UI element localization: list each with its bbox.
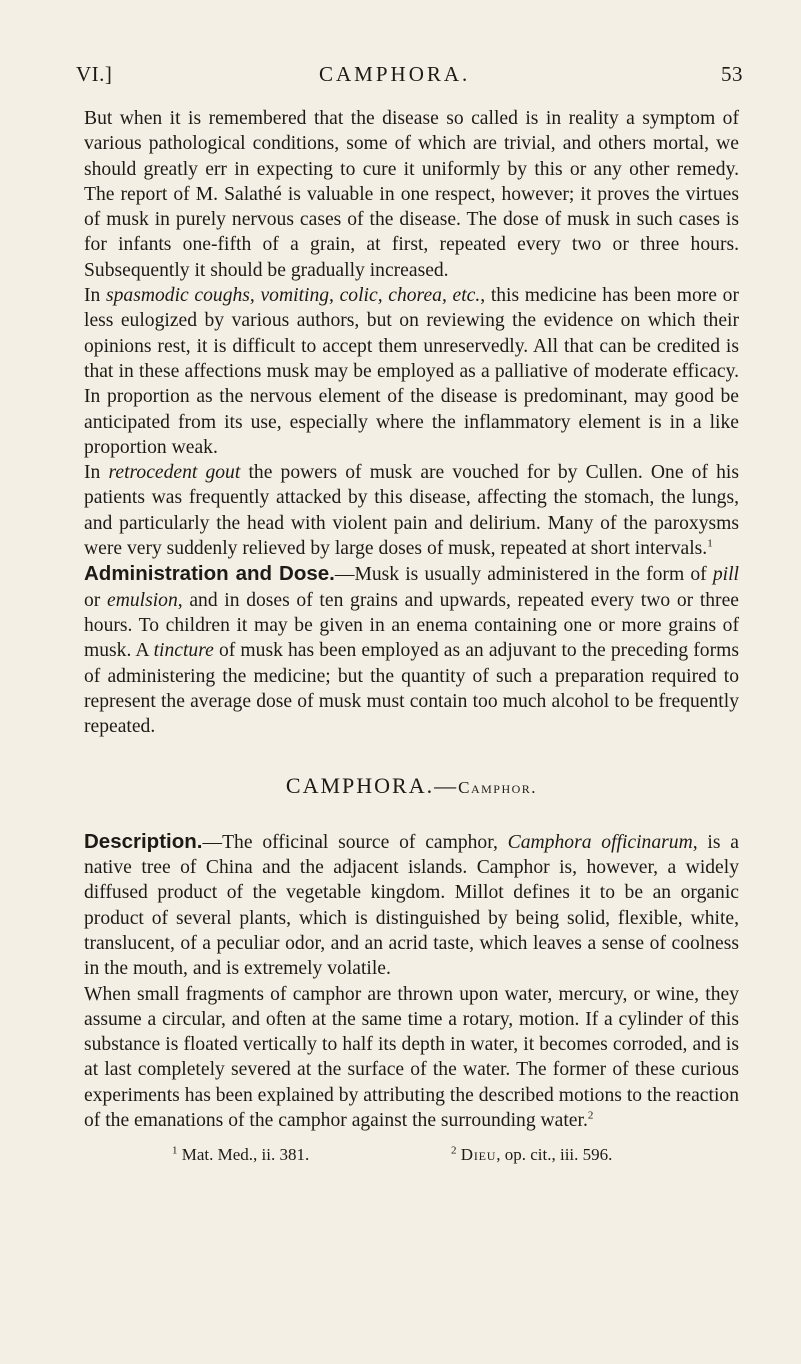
paragraph-text: , this medicine has been more or less eulogized by various authors, but on reviewing the evidence on which their opinions rest, it is difficult to accept them unreservedly. All that can be credited is that in these affections musk may be employed as a palliative of moderate efficacy. In proportion as the nervous element of the disease is predominant, may good be anticipated from its use, especially where the inflammatory element is in a like proportion weak. [84, 285, 739, 458]
paragraph-text: —The officinal source of camphor, [202, 831, 508, 853]
section-heading [84, 773, 739, 800]
footnote-text: , op. cit., iii. 596. [496, 1145, 613, 1165]
footnote-2 [451, 1145, 612, 1165]
footnote-mark: 2 [451, 1144, 457, 1157]
footnote-author: Dieu [460, 1145, 497, 1165]
paragraph-text: —Musk is usually administered in the form of [334, 564, 713, 586]
musk-section [84, 106, 739, 1133]
section-dash: — [434, 773, 459, 799]
paragraph-text: When small fragments of camphor are thrown upon water, mercury, or wine, they assume a circular, and often at the same time a rotary, motion. If a cylinder of this substance is floated vertically to half its depth in water, it becomes corroded, and is at last completely severed at the surface of the water. The former of these curious experiments has been explained by attributing the described motions to the reaction of the emanations of the camphor against the surrounding water. [84, 983, 739, 1131]
footnotes [84, 1145, 739, 1173]
italic-term: tincture [153, 640, 214, 662]
footnote-ref: 1 [707, 537, 713, 550]
section-title: CAMPHORA. [285, 773, 435, 799]
footnote-ref: 2 [587, 1109, 594, 1122]
paragraph [84, 283, 739, 460]
paragraph-text: In [84, 285, 106, 307]
footnote-text: Mat. Med., ii. 381. [177, 1145, 310, 1165]
paragraph-text: the powers of musk are vouched for by Cullen. One of his patients was frequently attacked by this disease, affecting the stomach, the lungs, and particularly the head with violent pain and delirium. Many of the paroxysms were very suddenly relieved by large doses of musk, repeated at short intervals. [84, 462, 739, 560]
paragraph [84, 561, 739, 739]
section-subtitle: Camphor. [458, 778, 538, 798]
chapter-marker: VI.] [76, 62, 113, 86]
paragraph-text: of musk has been employed as an adjuvant to the preceding forms of administering the medicine; but the quantity of such a preparation required to represent the average dose of musk must contain too much alcohol to be frequently repeated. [84, 640, 739, 738]
paragraph-text: , is a native tree of China and the adjacent islands. Camphor is, however, a widely diffused product of the vegetable kingdom. Millot defines it to be an organic product of several plants, which is distinguished by being solid, flexible, white, translucent, of a peculiar odor, and an acrid taste, which leaves a sense of coolness in the mouth, and is extremely volatile. [84, 831, 739, 980]
paragraph-text: , and in doses of ten grains and upwards, repeated every two or three hours. To children it may be given in an enema containing one or more grains of musk. A [84, 589, 739, 662]
italic-term: emulsion [107, 589, 178, 611]
subsection-heading: Description. [84, 829, 203, 853]
footnote-mark: 1 [172, 1144, 178, 1157]
paragraph [84, 829, 739, 982]
italic-term: pill [712, 564, 739, 586]
species-name: Camphora officinarum [507, 831, 693, 853]
running-title: CAMPHORA. [319, 62, 471, 86]
italic-term: spasmodic coughs, vomiting, colic, chorea, etc. [106, 285, 481, 307]
paragraph-text: or [84, 589, 107, 611]
italic-term: retrocedent gout [108, 462, 241, 484]
subsection-heading: Administration and Dose. [84, 562, 335, 586]
paragraph-text: But when it is remembered that the disease so called is in reality a symptom of various pathological conditions, some of which are trivial, and others mortal, we should greatly err in expecting to cure it uniformly by this or any other remedy. The report of M. Salathé is valuable in one respect, however; it proves the virtues of musk in purely nervous cases of the disease. The dose of musk in such cases is for infants one-fifth of a grain, at first, repeated every two or three hours. Subsequently it should be gradually increased. [84, 108, 739, 281]
running-head [76, 52, 743, 86]
paragraph [84, 982, 739, 1134]
paragraph-text: In [84, 462, 109, 484]
paragraph [84, 460, 739, 561]
footnote-1 [172, 1145, 309, 1165]
book-page [76, 52, 743, 1173]
paragraph [84, 106, 739, 283]
page-number: 53 [721, 62, 743, 86]
